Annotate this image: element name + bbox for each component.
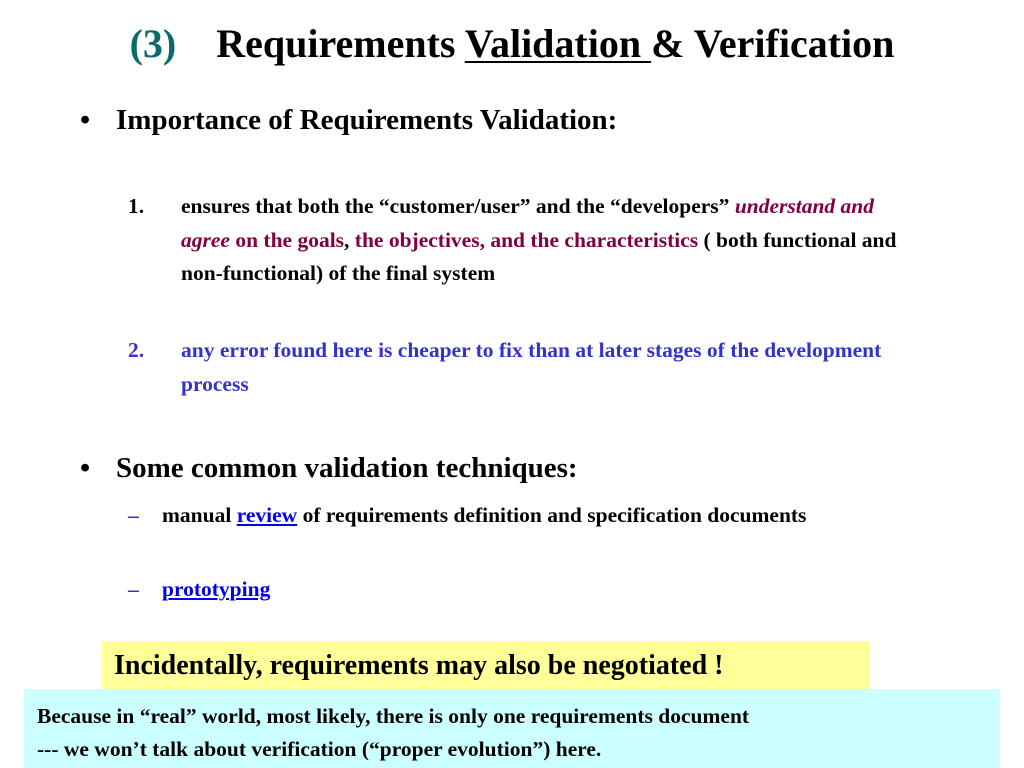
technique-item-review [128,499,908,533]
dash-marker: – [128,577,139,601]
note-line-2: --- we won’t talk about verification (“proper evolution”) here. [37,737,602,761]
title-tail: & Verification [651,21,895,66]
item-text-part: manual [162,503,237,527]
title-underlined-word: Validation [464,21,652,66]
item-text-part: on the goals [229,227,345,252]
title-number: (3) [129,21,177,66]
item-text [181,190,908,291]
bullet-dot: • [80,104,91,136]
prototyping-link[interactable]: prototyping [162,577,271,601]
technique-item-prototyping [128,573,908,607]
item-text-part: of requirements definition and specification documents [297,503,807,527]
item-text [162,573,908,607]
bullet-techniques-heading: Some common validation techniques: [116,452,578,484]
item-text: any error found here is cheaper to fix than at later stages of the development process [181,338,882,396]
bullet-dot: • [80,452,91,484]
dash-marker: – [128,503,139,527]
verification-note [24,689,1000,768]
item-text-part: ( both functional and non-functional) of the final system [181,227,897,285]
item-text-part: , [344,227,355,252]
item-number: 2. [128,338,145,362]
numbered-item-1 [128,190,908,291]
bullet-importance-heading: Importance of Requirements Validation: [116,104,618,136]
item-text-part: the objectives, and the characteristics [354,227,699,252]
item-number: 1. [128,194,145,218]
negotiation-callout: Incidentally, requirements may also be negotiated ! [102,641,870,693]
item-text [162,499,908,533]
item-emphasis: understand and agree [181,194,875,252]
bullet-importance [80,104,617,137]
item-text-part: ensures that both the “customer/user” and the “developers” [181,194,735,218]
note-line-1: Because in “real” world, most likely, there is only one requirements document [37,704,750,728]
title-lead: Requirements [216,21,465,66]
numbered-item-2 [128,334,908,401]
review-link[interactable]: review [236,503,298,527]
slide-title [0,22,1024,66]
bullet-techniques [80,452,578,485]
